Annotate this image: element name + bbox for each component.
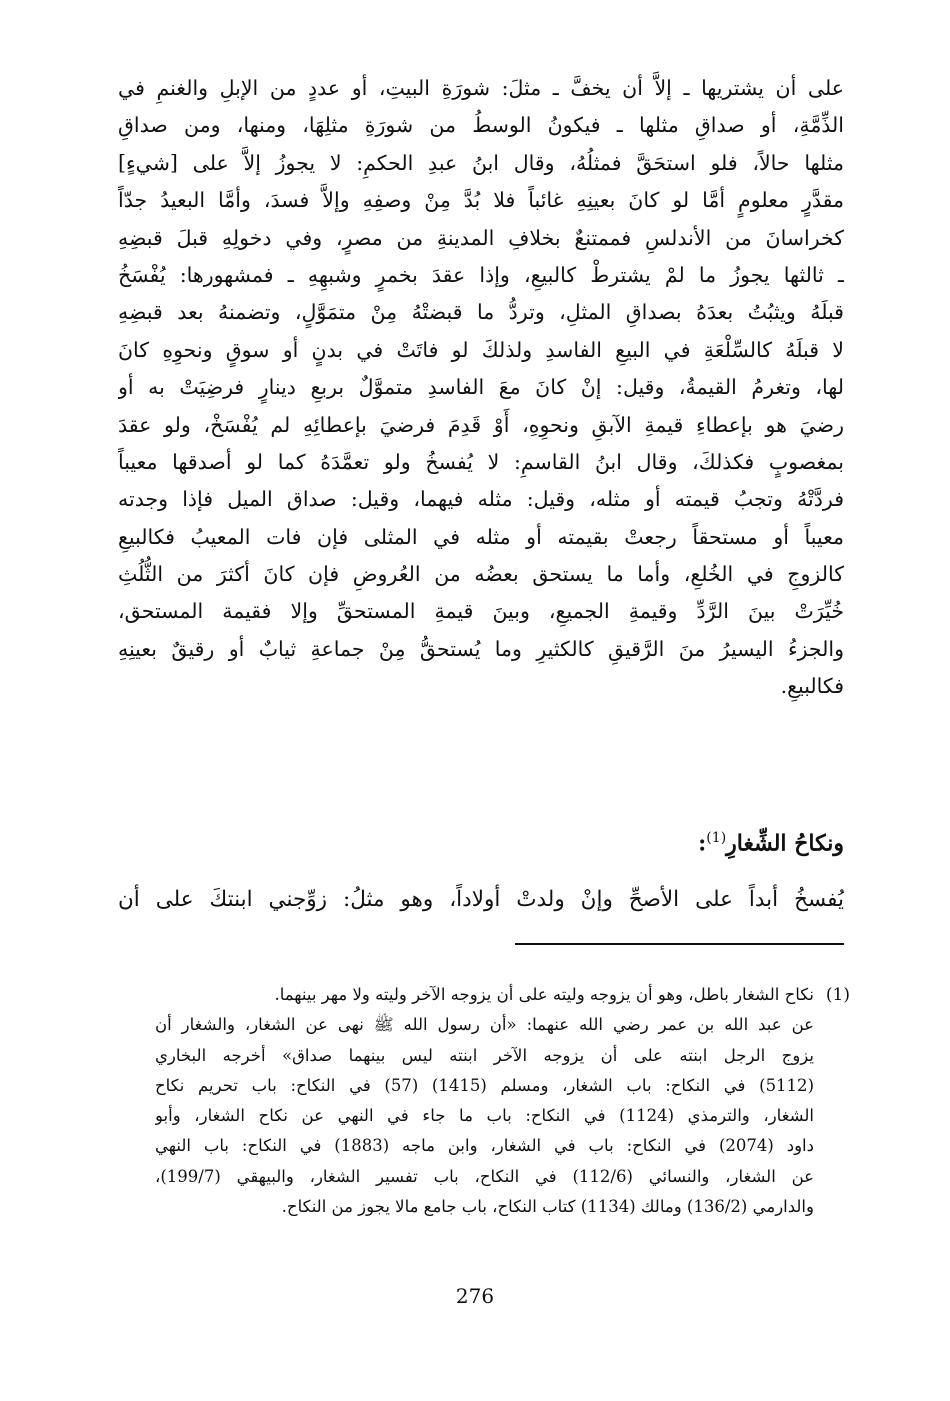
footnote-line: نكاح الشغار باطل، وهو أن يزوجه وليته على أن يزوجه الآخر وليته ولا مهر بينهما.: [274, 985, 814, 1004]
text-line: على أن يشتريها ـ إلاَّ أن يخفَّ ـ مثلَ: شورَةِ البيتِ، أو عددٍ من الإبلِ والغنمِ في: [118, 76, 844, 100]
text-line: معيباً أو مستحقاً رجعتْ بقيمته أو مثله في المثلى فإن فات المعيبُ فكالبيعِ: [118, 524, 844, 549]
text-line: الذِّمَّةِ، أو صداقِ مثلها ـ فيكونُ الوسطُ من شورَةِ مثلِهَا، ومنها، ومن صداقِ: [118, 113, 844, 138]
text-line: فردَّتْهُ وتجبُ قيمته أو مثله، وقيل: مثله فيهما، وقيل: صداق الميل فإذا وجدته: [118, 487, 844, 512]
text-line: رضيَ هو بإعطاءِ قيمةِ الآبقِ ونحوِهِ، أَوْ قَدِمَ فرضيَ بإعطائِهِ لم يُفْسَخْ، ولو عقدَ: [118, 412, 844, 437]
text-line: خُيِّرَتْ بينَ الرَّدِّ وقيمةِ الجميعِ، وبينَ قيمةِ المستحقِّ وإلا فقيمة المستحق،: [118, 599, 844, 624]
main-text: [118, 70, 844, 706]
footnote-line: عن عبد الله بن عمر رضي الله عنهما: «أن رسول الله ﷺ نهى عن الشغار، والشغار أن: [155, 1015, 814, 1035]
footnote-line: والدارمي (136/2) ومالك (1134) كتاب النكاح، باب جامع مالا يجوز من النكاح.: [281, 1197, 814, 1217]
text-line: قبلَهُ ويثبُتُ بعدَهُ بصداقِ المثلِ، وتردُّ ما قبضتْهُ مِنْ متمَوَّلٍ، وتضمنهُ بعد قبضِهِ: [118, 300, 844, 325]
text-line: فكالبيعِ.: [780, 674, 844, 699]
heading-colon: :: [698, 830, 707, 857]
footnote-line: داود (2074) في النكاح: باب في الشغار، وابن ماجه (1883) في النكاح: باب النهي: [155, 1136, 814, 1156]
footnote-line: (5112) في النكاح: باب الشغار، ومسلم (1415) (57) في النكاح: باب تحريم نكاح: [155, 1075, 814, 1095]
text-line: يُفسخُ أبداً على الأصحِّ وإنْ ولدتْ أولاداً، وهو مثلُ: زوِّجني ابنتكَ على أن: [118, 887, 844, 912]
text-line: مقدَّرٍ معلومٍ أمَّا لو كانَ بعينِهِ غائباً فلا بُدَّ مِنْ وصفِهِ وإلاَّ فسدَ، وأمَّا البعيدُ جدّاً: [118, 188, 844, 213]
footnote-divider: [515, 943, 844, 945]
text-line: بمغصوبٍ فكذلكَ، وقال ابنُ القاسمِ: لا يُفسخُ ولو تعمَّدَهُ كما لو أصدقها معيباً: [118, 449, 844, 474]
footnote-line: يزوج الرجل ابنته على أن يزوجه الآخر ابنته ليس بينهما صداق» أخرجه البخاري: [155, 1045, 814, 1065]
footnote-reference[interactable]: (1): [706, 830, 727, 846]
text-line: لها، وتغرمُ القيمةُ، وقيل: إنْ كانَ معَ الفاسدِ متموَّلٌ بربعِ دينارٍ فرضِيَتْ به أو: [118, 375, 844, 400]
text-line: كخراسانَ من الأندلسِ فممتنعٌ بخلافِ المدينةِ من مصرٍ، وفي دخولِهِ قبلَ قبضِهِ: [118, 225, 844, 250]
section-heading: [698, 818, 844, 863]
text-line: والجزءُ اليسيرُ منَ الرَّقيقِ كالكثيرِ وما يُستحقُّ مِنْ جماعةِ ثيابٌ أو رقيقٌ بعينِهِ: [118, 636, 844, 661]
text-line: كالزوجِ في الخُلعِ، وأما ما يستحق بعضُه من العُروضِ فإن كانَ أكثرَ من الثُّلُثِ: [118, 562, 844, 587]
heading-text: ونكاحُ الشِّغارِ: [726, 830, 844, 857]
section-text: [118, 870, 844, 930]
footnote-line: الشغار، والترمذي (1124) في النكاح: باب ما جاء في النهي عن نكاح الشغار، وأبو: [155, 1106, 814, 1126]
footnote-number: (1): [825, 985, 850, 1005]
text-line: مثلها حالاً، فلو استحَقَّ فمثلُهُ، وقال ابنُ عبدِ الحكمِ: لا يجوزُ إلاَّ على [شيءٍ]: [118, 150, 844, 175]
footnote-line: عن الشغار، والنسائي (112/6) في النكاح، باب تفسير الشغار، والبيهقي (199/7)،: [155, 1166, 814, 1186]
text-line: ـ ثالثها يجوزُ ما لمْ يشترطْ كالبيعِ، وإذا عقدَ بخمرٍ وشبهِهِ ـ فمشهورها: يُفْسَخُ: [118, 262, 844, 287]
footnote-text: [155, 980, 814, 1222]
text-line: لا قبلَهُ كالسِّلْعَةِ في البيعِ الفاسدِ ولذلكَ لو فاتَتْ في بدنٍ أو سوقٍ ونحوِهِ كانَ: [118, 337, 844, 362]
page-number: 276: [455, 1284, 495, 1308]
